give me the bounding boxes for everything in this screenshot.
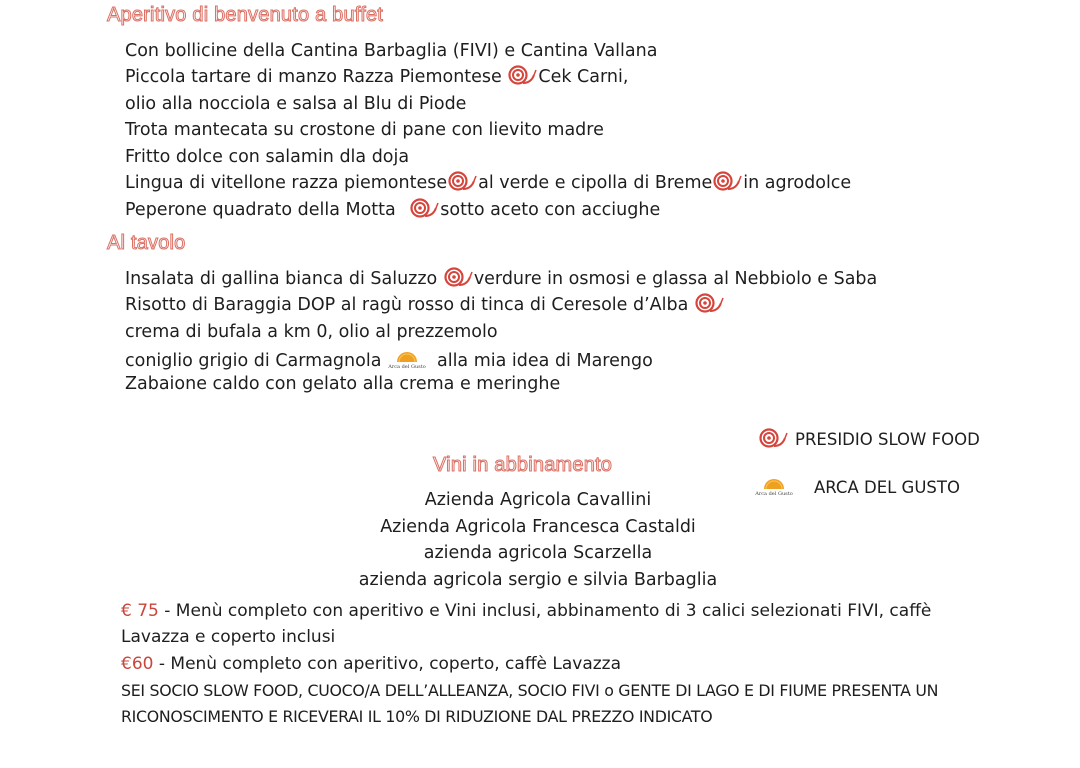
discount-line: RICONOSCIMENTO E RICEVERAI IL 10% DI RIDUZIONE DAL PREZZO INDICATO	[121, 707, 713, 726]
price-value: € 75	[121, 601, 159, 621]
menu-line-text: sotto aceto con acciughe	[440, 200, 661, 220]
winery-line: Azienda Agricola Cavallini	[424, 490, 652, 510]
menu-line-text: crema di bufala a km 0, olio al prezzemolo	[125, 322, 498, 342]
price-line	[121, 599, 931, 623]
price-line	[121, 652, 621, 676]
menu-line-text: alla mia idea di Marengo	[436, 351, 653, 371]
menu-line-text: Insalata di gallina bianca di Saluzzo	[125, 269, 443, 289]
snail-icon	[507, 65, 538, 85]
snail-icon	[443, 267, 474, 287]
snail-icon	[694, 293, 725, 313]
menu-line-text: Peperone quadrato della Motta	[125, 200, 402, 220]
vini-title: Vini in abbinamento	[433, 454, 613, 476]
snail-icon	[447, 171, 478, 191]
price-description: - Menù completo con aperitivo, coperto, caffè Lavazza	[153, 654, 622, 674]
arca-logo-text: Arca del Gusto	[388, 364, 426, 370]
menu-line	[125, 372, 560, 396]
menu-line-text: Cek Carni,	[538, 67, 629, 87]
menu-line-text: olio alla nocciola e salsa al Blu di Piode	[125, 94, 467, 114]
menu-line	[125, 145, 409, 169]
menu-line	[125, 346, 653, 373]
arca-del-gusto-icon	[387, 346, 427, 370]
menu-line	[125, 293, 725, 317]
menu-line-text: coniglio grigio di Carmagnola	[125, 351, 387, 371]
menu-line-text: Fritto dolce con salamin dla doja	[125, 147, 410, 167]
menu-line	[125, 320, 498, 344]
snail-icon	[712, 171, 743, 191]
legend-presidio	[758, 428, 980, 452]
snail-icon	[409, 198, 440, 218]
snail-icon	[758, 428, 789, 448]
price-description: - Menù completo con aperitivo e Vini inclusi, abbinamento di 3 calici selezionati FIVI, caffè	[158, 601, 932, 621]
winery-line: azienda agricola Scarzella	[423, 543, 653, 563]
menu-line-text: Risotto di Baraggia DOP al ragù rosso di tinca di Ceresole d’Alba	[125, 295, 694, 315]
legend-presidio-label: PRESIDIO SLOW FOOD	[795, 430, 980, 449]
menu-line	[125, 118, 604, 142]
winery-line: Azienda Agricola Francesca Castaldi	[380, 517, 696, 537]
tavolo-title: Al tavolo	[107, 232, 186, 254]
discount-line: SEI SOCIO SLOW FOOD, CUOCO/A DELL’ALLEANZA, SOCIO FIVI o GENTE DI LAGO E DI FIUME PRESENTA UN	[121, 681, 939, 700]
menu-line-text: Piccola tartare di manzo Razza Piemontese	[125, 67, 508, 87]
arca-logo-text: Arca del Gusto	[755, 491, 793, 497]
menu-line-text: Zabaione caldo con gelato alla crema e meringhe	[125, 374, 561, 394]
aperitivo-title: Aperitivo di benvenuto a buffet	[107, 4, 384, 26]
menu-line	[125, 267, 877, 291]
menu-line-text: in agrodolce	[743, 173, 852, 193]
menu-line-text: verdure in osmosi e glassa al Nebbiolo e Saba	[473, 269, 878, 289]
menu-line-text: Lingua di vitellone razza piemontese	[125, 173, 448, 193]
price-line-continued: Lavazza e coperto inclusi	[121, 627, 336, 647]
winery-line: azienda agricola sergio e silvia Barbaglia	[358, 570, 718, 590]
menu-line-text: al verde e cipolla di Breme	[478, 173, 713, 193]
legend-arca-label: ARCA DEL GUSTO	[814, 478, 960, 497]
menu-line	[125, 92, 466, 116]
menu-line	[125, 65, 628, 89]
menu-line-text: Con bollicine della Cantina Barbaglia (FIVI) e Cantina Vallana	[125, 41, 658, 61]
menu-line-text: Trota mantecata su crostone di pane con lievito madre	[125, 120, 604, 140]
menu-line	[125, 171, 851, 195]
menu-line	[125, 39, 657, 63]
menu-line	[125, 198, 660, 222]
price-value: €60	[121, 654, 154, 674]
